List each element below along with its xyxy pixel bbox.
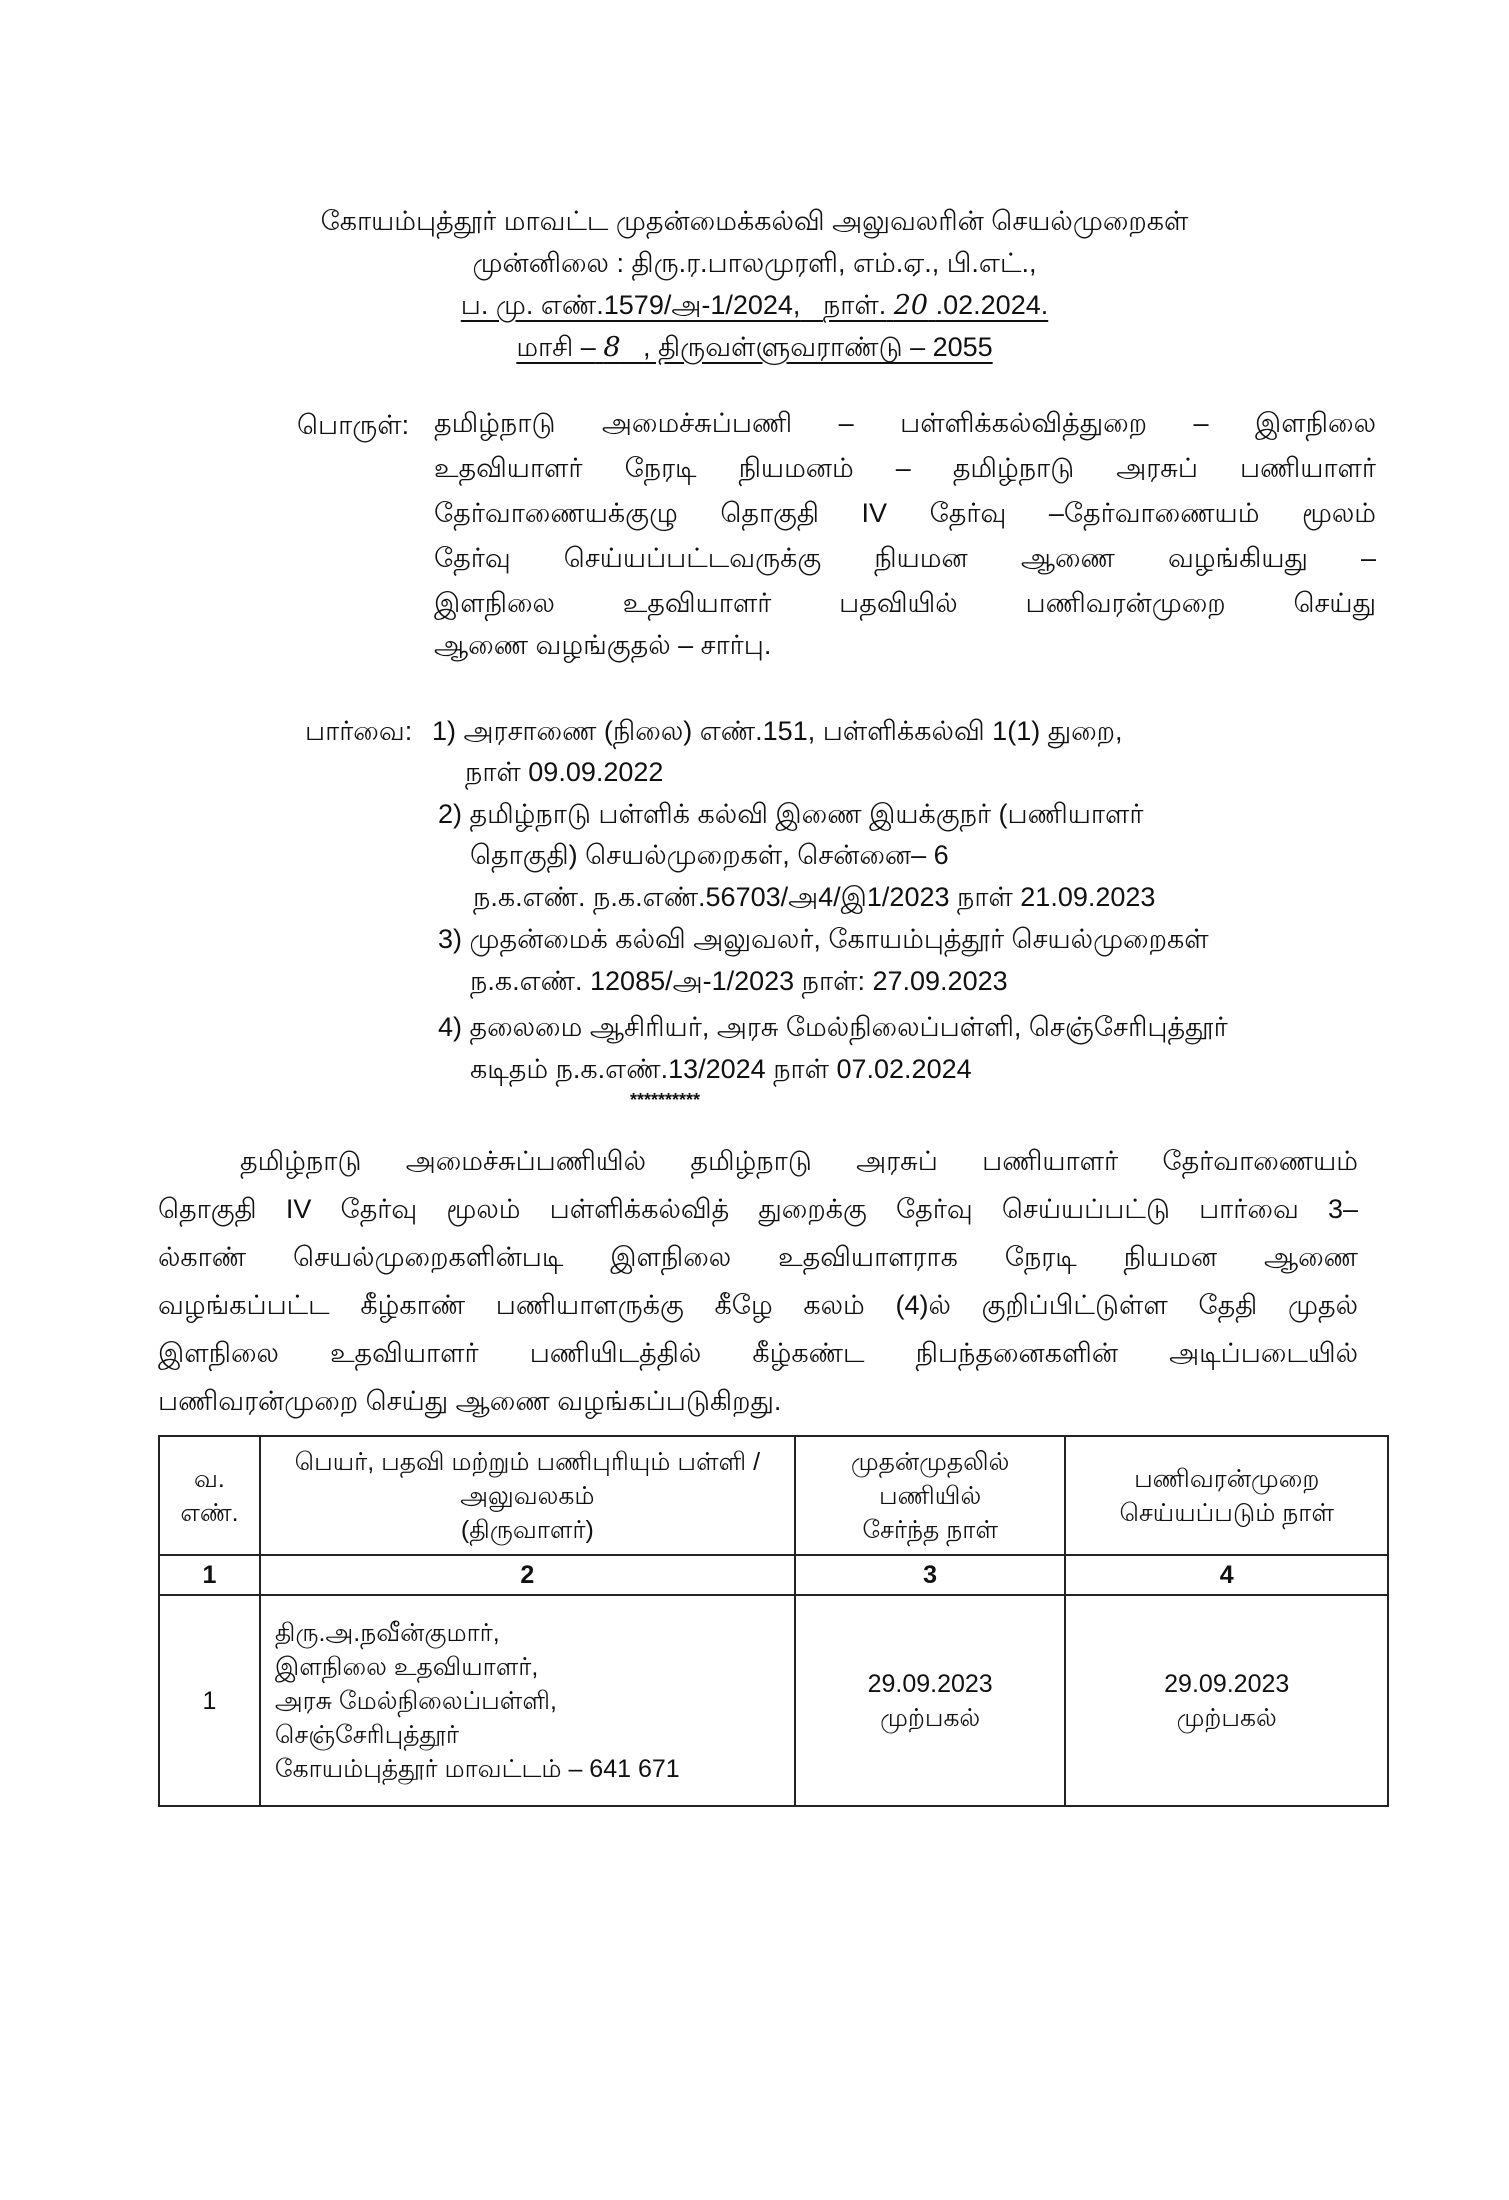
reference-line: 4) தலைமை ஆசிரியர், அரசு மேல்நிலைப்பள்ளி, செஞ்சேரிபுத்தூர் — [438, 1012, 1228, 1042]
school: அரசு மேல்நிலைப்பள்ளி, — [274, 1686, 557, 1715]
regularisation-table — [158, 1435, 1389, 1807]
column-number: 3 — [795, 1555, 1066, 1595]
header-text: பணியில் — [879, 1481, 982, 1510]
employee-name: திரு.அ.நவீன்குமார், — [274, 1618, 500, 1647]
presiding-officer: முன்னிலை : திரு.ர.பாலமுரளி, எம்.ஏ., பி.எட்., — [472, 248, 1037, 278]
header-text: அலுவலகம் — [460, 1481, 595, 1510]
tamil-date-line — [0, 330, 1509, 365]
date-rest: .02.2024. — [935, 290, 1049, 320]
handwritten-tamil-day: 8 — [603, 332, 621, 363]
subject-line: ஆணை வழங்குதல் – சார்பு. — [434, 630, 772, 660]
header-text: பணிவரன்முறை — [1134, 1464, 1320, 1493]
column-number-row — [159, 1555, 1388, 1595]
body-line: ல்காண் செயல்முறைகளின்படி இளநிலை உதவியாளராக நேரடி நியமன ஆணை — [158, 1242, 1358, 1272]
header-joined-date — [795, 1436, 1066, 1555]
reference-line: 1) அரசாணை (நிலை) எண்.151, பள்ளிக்கல்வி 1(1) துறை, — [432, 716, 1123, 746]
table-header-row — [159, 1436, 1388, 1555]
header-text: சேர்ந்த நாள் — [862, 1515, 998, 1544]
subject-line: உதவியாளர் நேரடி நியமனம் – தமிழ்நாடு அரசுப் பணியாளர் — [434, 453, 1376, 483]
office-title: கோயம்புத்தூர் மாவட்ட முதன்மைக்கல்வி அலுவலரின் செயல்முறைகள் — [320, 206, 1189, 236]
header-regularised-date — [1065, 1436, 1388, 1555]
header-text: (திருவாளர்) — [460, 1515, 594, 1544]
separator: ********** — [630, 1090, 701, 1110]
reference-line: நாள் 09.09.2022 — [465, 757, 664, 787]
tamil-month: மாசி – — [516, 332, 596, 362]
body-line: தொகுதி IV தேர்வு மூலம் பள்ளிக்கல்வித் துறைக்கு தேர்வு செய்யப்பட்டு பார்வை 3– — [158, 1194, 1358, 1224]
serial-number: 1 — [159, 1595, 260, 1806]
session: முற்பகல் — [880, 1703, 981, 1732]
header-serial — [159, 1436, 260, 1555]
reference-line: கடிதம் ந.க.எண்.13/2024 நாள் 07.02.2024 — [470, 1054, 972, 1084]
designation: இளநிலை உதவியாளர், — [274, 1652, 539, 1681]
header-text: வ. — [194, 1464, 225, 1493]
body-line: பணிவரன்முறை செய்து ஆணை வழங்கப்படுகிறது. — [158, 1386, 782, 1416]
subject-line: தேர்வாணையக்குழு தொகுதி IV தேர்வு –தேர்வாணையம் மூலம் — [434, 498, 1376, 528]
body-line: இளநிலை உதவியாளர் பணியிடத்தில் கீழ்கண்ட நிபந்தனைகளின் அடிப்படையில் — [158, 1338, 1358, 1368]
date: 29.09.2023 — [1164, 1669, 1290, 1698]
header-text: எண். — [180, 1498, 239, 1527]
reference-line: ந.க.எண். ந.க.எண்.56703/அ4/இ1/2023 நாள் 21.09.2023 — [473, 882, 1156, 912]
tamil-year: , திருவள்ளுவராண்டு – 2055 — [643, 332, 993, 362]
employee-details — [260, 1595, 795, 1806]
body-line: வழங்கப்பட்ட கீழ்காண் பணியாளருக்கு கீழே கலம் (4)ல் குறிப்பிட்டுள்ள தேதி முதல் — [158, 1290, 1358, 1320]
handwritten-date: 20 — [893, 290, 929, 321]
header-details — [260, 1436, 795, 1555]
header-text: செய்யப்படும் நாள் — [1119, 1498, 1334, 1527]
references-label: பார்வை: — [305, 716, 413, 746]
column-number: 1 — [159, 1555, 260, 1595]
header-text: பெயர், பதவி மற்றும் பணிபுரியும் பள்ளி / — [294, 1447, 761, 1476]
reference-line: 2) தமிழ்நாடு பள்ளிக் கல்வி இணை இயக்குநர் (பணியாளர் — [438, 799, 1144, 829]
column-number: 2 — [260, 1555, 795, 1595]
date-label: நாள். — [822, 290, 887, 320]
reference-line: ந.க.எண். 12085/அ-1/2023 நாள்: 27.09.2023 — [470, 966, 1008, 996]
reference-line: தொகுதி) செயல்முறைகள், சென்னை– 6 — [470, 840, 949, 870]
header-text: முதன்முதலில் — [850, 1447, 1010, 1476]
proceeding-line — [0, 288, 1509, 323]
joined-date — [795, 1595, 1066, 1806]
subject-line: தேர்வு செய்யப்பட்டவருக்கு நியமன ஆணை வழங்கியது – — [434, 543, 1376, 573]
date: 29.09.2023 — [867, 1669, 993, 1698]
regularised-date — [1065, 1595, 1388, 1806]
subject-line: இளநிலை உதவியாளர் பதவியில் பணிவரன்முறை செய்து — [434, 588, 1376, 618]
district: கோயம்புத்தூர் மாவட்டம் – 641 671 — [274, 1754, 680, 1783]
body-line: தமிழ்நாடு அமைச்சுப்பணியில் தமிழ்நாடு அரசுப் பணியாளர் தேர்வாணையம் — [240, 1146, 1358, 1176]
column-number: 4 — [1065, 1555, 1388, 1595]
reference-line: 3) முதன்மைக் கல்வி அலுவலர், கோயம்புத்தூர் செயல்முறைகள் — [438, 924, 1209, 954]
session: முற்பகல் — [1176, 1703, 1277, 1732]
proceeding-number: ப. மு. எண்.1579/அ-1/2024, — [460, 290, 801, 320]
subject-label: பொருள்: — [297, 410, 410, 440]
subject-line: தமிழ்நாடு அமைச்சுப்பணி – பள்ளிக்கல்வித்துறை – இளநிலை — [434, 408, 1376, 438]
table-row — [159, 1595, 1388, 1806]
place: செஞ்சேரிபுத்தூர் — [274, 1720, 459, 1749]
